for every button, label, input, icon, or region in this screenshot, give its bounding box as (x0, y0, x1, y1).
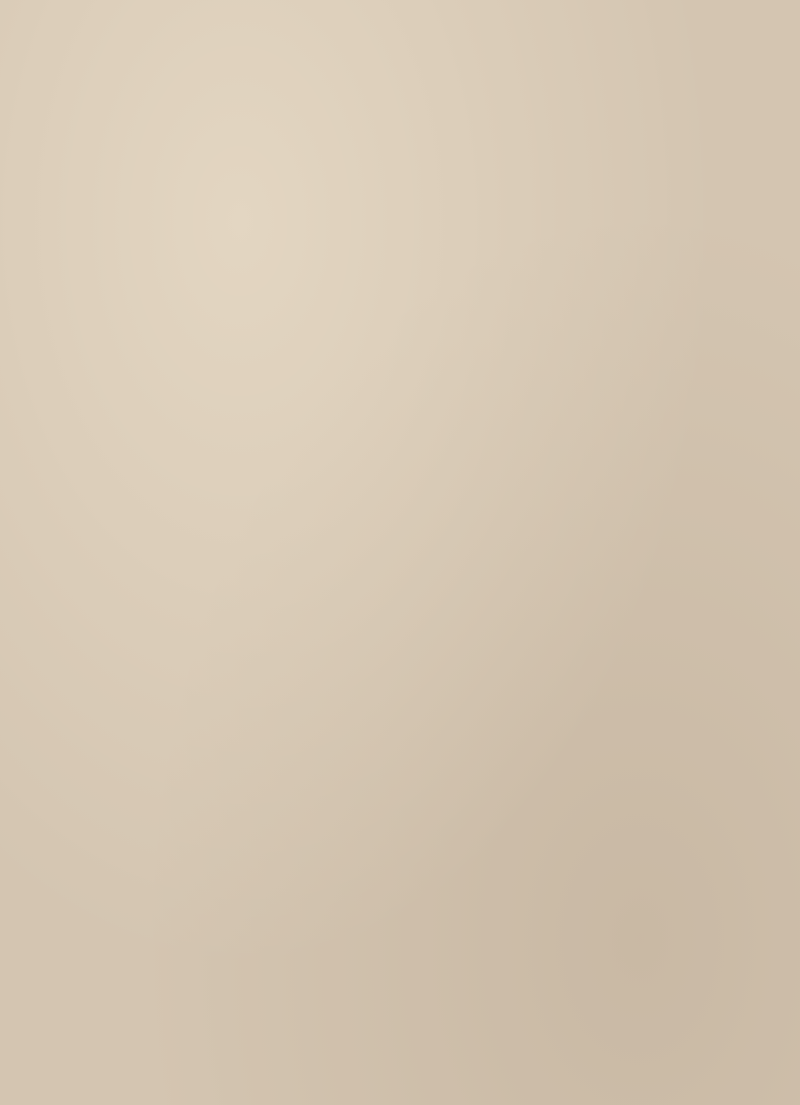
observation-21-title (198, 172, 658, 196)
page-body (198, 150, 658, 220)
